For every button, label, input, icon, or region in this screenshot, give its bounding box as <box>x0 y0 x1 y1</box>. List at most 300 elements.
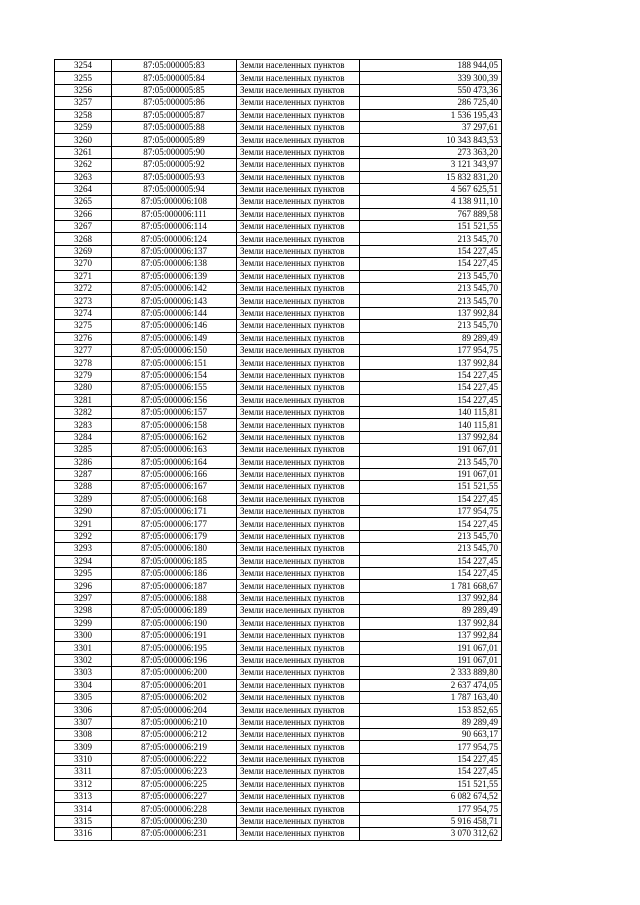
cadastral-number-cell: 87:05:000006:200 <box>112 667 237 679</box>
cadastral-number-cell: 87:05:000006:204 <box>112 704 237 716</box>
cadastral-value-cell: 339 300,39 <box>360 72 502 84</box>
cadastral-value-cell: 2 333 889,80 <box>360 667 502 679</box>
land-category-cell: Земли населенных пунктов <box>237 592 360 604</box>
cadastral-number-cell: 87:05:000006:158 <box>112 419 237 431</box>
cadastral-value-cell: 4 567 625,51 <box>360 183 502 195</box>
table-body <box>55 60 502 841</box>
cadastral-value-cell: 273 363,20 <box>360 146 502 158</box>
cadastral-number-cell: 87:05:000006:179 <box>112 530 237 542</box>
cadastral-value-cell: 140 115,81 <box>360 406 502 418</box>
cadastral-value-cell: 89 289,49 <box>360 332 502 344</box>
land-category-cell: Земли населенных пунктов <box>237 766 360 778</box>
cadastral-value-cell: 154 227,45 <box>360 258 502 270</box>
cadastral-value-cell: 767 889,58 <box>360 208 502 220</box>
land-category-cell: Земли населенных пунктов <box>237 642 360 654</box>
row-number-cell: 3311 <box>55 766 112 778</box>
land-category-cell: Земли населенных пунктов <box>237 815 360 827</box>
cadastral-number-cell: 87:05:000006:190 <box>112 617 237 629</box>
cadastral-number-cell: 87:05:000006:202 <box>112 691 237 703</box>
row-number-cell: 3262 <box>55 159 112 171</box>
table-row <box>55 283 502 295</box>
cadastral-number-cell: 87:05:000006:189 <box>112 605 237 617</box>
table-row <box>55 815 502 827</box>
land-category-cell: Земли населенных пунктов <box>237 679 360 691</box>
land-category-cell: Земли населенных пунктов <box>237 221 360 233</box>
cadastral-number-cell: 87:05:000006:230 <box>112 815 237 827</box>
cadastral-number-cell: 87:05:000005:83 <box>112 60 237 72</box>
row-number-cell: 3306 <box>55 704 112 716</box>
cadastral-value-cell: 154 227,45 <box>360 753 502 765</box>
row-number-cell: 3300 <box>55 629 112 641</box>
cadastral-value-cell: 89 289,49 <box>360 605 502 617</box>
table-row <box>55 109 502 121</box>
row-number-cell: 3284 <box>55 431 112 443</box>
cadastral-value-cell: 2 637 474,05 <box>360 679 502 691</box>
row-number-cell: 3312 <box>55 778 112 790</box>
cadastral-value-cell: 177 954,75 <box>360 803 502 815</box>
row-number-cell: 3287 <box>55 468 112 480</box>
cadastral-number-cell: 87:05:000006:180 <box>112 543 237 555</box>
table-row <box>55 468 502 480</box>
row-number-cell: 3276 <box>55 332 112 344</box>
table-row <box>55 406 502 418</box>
cadastral-value-cell: 177 954,75 <box>360 344 502 356</box>
table-row <box>55 543 502 555</box>
land-category-cell: Земли населенных пунктов <box>237 828 360 840</box>
row-number-cell: 3310 <box>55 753 112 765</box>
cadastral-value-cell: 151 521,55 <box>360 221 502 233</box>
land-category-cell: Земли населенных пунктов <box>237 320 360 332</box>
table-row <box>55 629 502 641</box>
land-category-cell: Земли населенных пунктов <box>237 183 360 195</box>
row-number-cell: 3316 <box>55 828 112 840</box>
cadastral-value-cell: 137 992,84 <box>360 617 502 629</box>
row-number-cell: 3254 <box>55 60 112 72</box>
row-number-cell: 3265 <box>55 196 112 208</box>
cadastral-number-cell: 87:05:000006:108 <box>112 196 237 208</box>
land-category-cell: Земли населенных пунктов <box>237 283 360 295</box>
cadastral-value-cell: 213 545,70 <box>360 320 502 332</box>
cadastral-number-cell: 87:05:000006:201 <box>112 679 237 691</box>
cadastral-number-cell: 87:05:000006:210 <box>112 716 237 728</box>
table-row <box>55 679 502 691</box>
land-category-cell: Земли населенных пунктов <box>237 530 360 542</box>
row-number-cell: 3273 <box>55 295 112 307</box>
row-number-cell: 3313 <box>55 791 112 803</box>
land-category-cell: Земли населенных пунктов <box>237 369 360 381</box>
row-number-cell: 3290 <box>55 506 112 518</box>
row-number-cell: 3258 <box>55 109 112 121</box>
table-row <box>55 506 502 518</box>
table-row <box>55 605 502 617</box>
cadastral-value-cell: 154 227,45 <box>360 568 502 580</box>
cadastral-number-cell: 87:05:000005:87 <box>112 109 237 121</box>
land-category-cell: Земли населенных пунктов <box>237 444 360 456</box>
row-number-cell: 3308 <box>55 729 112 741</box>
cadastral-value-cell: 286 725,40 <box>360 97 502 109</box>
land-category-cell: Земли населенных пунктов <box>237 245 360 257</box>
table-row <box>55 481 502 493</box>
row-number-cell: 3255 <box>55 72 112 84</box>
table-row <box>55 444 502 456</box>
table-row <box>55 134 502 146</box>
cadastral-number-cell: 87:05:000005:93 <box>112 171 237 183</box>
table-row <box>55 208 502 220</box>
cadastral-number-cell: 87:05:000006:164 <box>112 456 237 468</box>
row-number-cell: 3297 <box>55 592 112 604</box>
land-category-cell: Земли населенных пунктов <box>237 121 360 133</box>
row-number-cell: 3307 <box>55 716 112 728</box>
table-row <box>55 183 502 195</box>
row-number-cell: 3298 <box>55 605 112 617</box>
land-category-cell: Земли населенных пунктов <box>237 159 360 171</box>
cadastral-number-cell: 87:05:000006:219 <box>112 741 237 753</box>
row-number-cell: 3259 <box>55 121 112 133</box>
cadastral-value-cell: 154 227,45 <box>360 382 502 394</box>
land-category-cell: Земли населенных пунктов <box>237 406 360 418</box>
cadastral-number-cell: 87:05:000006:138 <box>112 258 237 270</box>
row-number-cell: 3272 <box>55 283 112 295</box>
land-category-cell: Земли населенных пунктов <box>237 654 360 666</box>
cadastral-value-cell: 1 536 195,43 <box>360 109 502 121</box>
land-category-cell: Земли населенных пунктов <box>237 109 360 121</box>
table-row <box>55 530 502 542</box>
land-category-cell: Земли населенных пунктов <box>237 568 360 580</box>
cadastral-value-cell: 213 545,70 <box>360 295 502 307</box>
table-row <box>55 121 502 133</box>
table-row <box>55 568 502 580</box>
cadastral-number-cell: 87:05:000006:212 <box>112 729 237 741</box>
cadastral-value-cell: 213 545,70 <box>360 530 502 542</box>
cadastral-number-cell: 87:05:000006:155 <box>112 382 237 394</box>
land-category-cell: Земли населенных пунктов <box>237 753 360 765</box>
row-number-cell: 3309 <box>55 741 112 753</box>
land-category-cell: Земли населенных пунктов <box>237 208 360 220</box>
row-number-cell: 3267 <box>55 221 112 233</box>
land-category-cell: Земли населенных пунктов <box>237 778 360 790</box>
row-number-cell: 3285 <box>55 444 112 456</box>
row-number-cell: 3295 <box>55 568 112 580</box>
table-row <box>55 196 502 208</box>
land-category-cell: Земли населенных пунктов <box>237 307 360 319</box>
land-category-cell: Земли населенных пунктов <box>237 171 360 183</box>
cadastral-number-cell: 87:05:000006:166 <box>112 468 237 480</box>
land-category-cell: Земли населенных пунктов <box>237 506 360 518</box>
table-row <box>55 716 502 728</box>
cadastral-value-cell: 154 227,45 <box>360 555 502 567</box>
cadastral-value-cell: 137 992,84 <box>360 431 502 443</box>
row-number-cell: 3263 <box>55 171 112 183</box>
row-number-cell: 3256 <box>55 84 112 96</box>
table-row <box>55 159 502 171</box>
cadastral-value-cell: 191 067,01 <box>360 654 502 666</box>
table-row <box>55 431 502 443</box>
cadastral-value-cell: 191 067,01 <box>360 468 502 480</box>
land-category-cell: Земли населенных пунктов <box>237 543 360 555</box>
row-number-cell: 3303 <box>55 667 112 679</box>
land-category-cell: Земли населенных пунктов <box>237 629 360 641</box>
table-row <box>55 617 502 629</box>
row-number-cell: 3301 <box>55 642 112 654</box>
land-category-cell: Земли населенных пунктов <box>237 394 360 406</box>
cadastral-number-cell: 87:05:000006:185 <box>112 555 237 567</box>
cadastral-number-cell: 87:05:000005:86 <box>112 97 237 109</box>
row-number-cell: 3277 <box>55 344 112 356</box>
table-row <box>55 592 502 604</box>
land-category-cell: Земли населенных пунктов <box>237 60 360 72</box>
cadastral-value-cell: 188 944,05 <box>360 60 502 72</box>
cadastral-number-cell: 87:05:000006:225 <box>112 778 237 790</box>
cadastral-value-cell: 213 545,70 <box>360 233 502 245</box>
cadastral-number-cell: 87:05:000006:150 <box>112 344 237 356</box>
land-category-cell: Земли населенных пунктов <box>237 84 360 96</box>
cadastral-value-cell: 151 521,55 <box>360 481 502 493</box>
table-row <box>55 270 502 282</box>
cadastral-number-cell: 87:05:000005:94 <box>112 183 237 195</box>
table-row <box>55 778 502 790</box>
row-number-cell: 3269 <box>55 245 112 257</box>
cadastral-value-cell: 6 082 674,52 <box>360 791 502 803</box>
table-row <box>55 357 502 369</box>
cadastral-value-cell: 37 297,61 <box>360 121 502 133</box>
cadastral-value-cell: 1 787 163,40 <box>360 691 502 703</box>
land-category-cell: Земли населенных пунктов <box>237 468 360 480</box>
cadastral-value-cell: 154 227,45 <box>360 766 502 778</box>
row-number-cell: 3283 <box>55 419 112 431</box>
land-category-cell: Земли населенных пунктов <box>237 716 360 728</box>
cadastral-value-cell: 89 289,49 <box>360 716 502 728</box>
cadastral-number-cell: 87:05:000006:124 <box>112 233 237 245</box>
cadastral-value-cell: 90 663,17 <box>360 729 502 741</box>
table-row <box>55 741 502 753</box>
cadastral-value-cell: 154 227,45 <box>360 245 502 257</box>
table-row <box>55 753 502 765</box>
cadastral-number-cell: 87:05:000006:137 <box>112 245 237 257</box>
table-row <box>55 691 502 703</box>
cadastral-number-cell: 87:05:000005:85 <box>112 84 237 96</box>
cadastral-number-cell: 87:05:000006:195 <box>112 642 237 654</box>
cadastral-value-cell: 213 545,70 <box>360 456 502 468</box>
cadastral-value-cell: 191 067,01 <box>360 444 502 456</box>
row-number-cell: 3261 <box>55 146 112 158</box>
row-number-cell: 3296 <box>55 580 112 592</box>
cadastral-value-cell: 154 227,45 <box>360 493 502 505</box>
table-row <box>55 642 502 654</box>
land-category-cell: Земли населенных пунктов <box>237 691 360 703</box>
row-number-cell: 3281 <box>55 394 112 406</box>
cadastral-number-cell: 87:05:000006:154 <box>112 369 237 381</box>
row-number-cell: 3275 <box>55 320 112 332</box>
cadastral-number-cell: 87:05:000006:143 <box>112 295 237 307</box>
land-category-cell: Земли населенных пунктов <box>237 258 360 270</box>
land-category-cell: Земли населенных пунктов <box>237 729 360 741</box>
land-category-cell: Земли населенных пунктов <box>237 456 360 468</box>
row-number-cell: 3270 <box>55 258 112 270</box>
row-number-cell: 3279 <box>55 369 112 381</box>
table-row <box>55 97 502 109</box>
cadastral-value-cell: 154 227,45 <box>360 394 502 406</box>
cadastral-number-cell: 87:05:000006:139 <box>112 270 237 282</box>
cadastral-number-cell: 87:05:000005:90 <box>112 146 237 158</box>
cadastral-number-cell: 87:05:000005:88 <box>112 121 237 133</box>
cadastral-number-cell: 87:05:000006:167 <box>112 481 237 493</box>
row-number-cell: 3293 <box>55 543 112 555</box>
land-category-cell: Земли населенных пунктов <box>237 134 360 146</box>
row-number-cell: 3257 <box>55 97 112 109</box>
cadastral-number-cell: 87:05:000006:187 <box>112 580 237 592</box>
land-category-cell: Земли населенных пунктов <box>237 196 360 208</box>
table-row <box>55 419 502 431</box>
land-category-cell: Земли населенных пунктов <box>237 518 360 530</box>
cadastral-value-cell: 1 781 668,67 <box>360 580 502 592</box>
cadastral-number-cell: 87:05:000005:84 <box>112 72 237 84</box>
row-number-cell: 3302 <box>55 654 112 666</box>
cadastral-number-cell: 87:05:000006:142 <box>112 283 237 295</box>
cadastral-value-cell: 137 992,84 <box>360 307 502 319</box>
cadastral-value-cell: 137 992,84 <box>360 629 502 641</box>
row-number-cell: 3278 <box>55 357 112 369</box>
cadastral-number-cell: 87:05:000006:149 <box>112 332 237 344</box>
cadastral-number-cell: 87:05:000006:191 <box>112 629 237 641</box>
land-category-cell: Земли населенных пунктов <box>237 233 360 245</box>
land-category-cell: Земли населенных пунктов <box>237 481 360 493</box>
cadastral-value-cell: 154 227,45 <box>360 369 502 381</box>
cadastral-value-cell: 213 545,70 <box>360 283 502 295</box>
cadastral-number-cell: 87:05:000006:157 <box>112 406 237 418</box>
land-category-cell: Земли населенных пунктов <box>237 605 360 617</box>
row-number-cell: 3291 <box>55 518 112 530</box>
land-category-cell: Земли населенных пунктов <box>237 344 360 356</box>
table-row <box>55 258 502 270</box>
cadastral-value-cell: 191 067,01 <box>360 642 502 654</box>
row-number-cell: 3271 <box>55 270 112 282</box>
row-number-cell: 3292 <box>55 530 112 542</box>
land-category-cell: Земли населенных пунктов <box>237 741 360 753</box>
cadastral-value-cell: 151 521,55 <box>360 778 502 790</box>
cadastral-number-cell: 87:05:000006:144 <box>112 307 237 319</box>
table-row <box>55 320 502 332</box>
row-number-cell: 3288 <box>55 481 112 493</box>
table-row <box>55 60 502 72</box>
table-row <box>55 307 502 319</box>
table-row <box>55 580 502 592</box>
table-row <box>55 344 502 356</box>
cadastral-value-cell: 140 115,81 <box>360 419 502 431</box>
cadastral-value-cell: 213 545,70 <box>360 543 502 555</box>
cadastral-number-cell: 87:05:000006:177 <box>112 518 237 530</box>
land-category-cell: Земли населенных пунктов <box>237 332 360 344</box>
row-number-cell: 3314 <box>55 803 112 815</box>
land-category-cell: Земли населенных пунктов <box>237 803 360 815</box>
land-category-cell: Земли населенных пунктов <box>237 419 360 431</box>
cadastral-value-cell: 177 954,75 <box>360 741 502 753</box>
land-category-cell: Земли населенных пунктов <box>237 295 360 307</box>
land-category-cell: Земли населенных пунктов <box>237 146 360 158</box>
cadastral-value-cell: 10 343 843,53 <box>360 134 502 146</box>
land-category-cell: Земли населенных пунктов <box>237 667 360 679</box>
table-row <box>55 555 502 567</box>
cadastral-value-cell: 15 832 831,20 <box>360 171 502 183</box>
cadastral-number-cell: 87:05:000006:151 <box>112 357 237 369</box>
cadastral-number-cell: 87:05:000006:186 <box>112 568 237 580</box>
row-number-cell: 3260 <box>55 134 112 146</box>
cadastral-value-cell: 153 852,65 <box>360 704 502 716</box>
cadastral-number-cell: 87:05:000006:188 <box>112 592 237 604</box>
table-row <box>55 84 502 96</box>
table-row <box>55 704 502 716</box>
cadastral-number-cell: 87:05:000006:227 <box>112 791 237 803</box>
row-number-cell: 3299 <box>55 617 112 629</box>
cadastral-number-cell: 87:05:000006:146 <box>112 320 237 332</box>
land-category-cell: Земли населенных пунктов <box>237 791 360 803</box>
cadastral-number-cell: 87:05:000006:163 <box>112 444 237 456</box>
cadastral-number-cell: 87:05:000006:168 <box>112 493 237 505</box>
table-row <box>55 382 502 394</box>
table-row <box>55 394 502 406</box>
land-category-cell: Земли населенных пунктов <box>237 555 360 567</box>
table-row <box>55 72 502 84</box>
cadastral-number-cell: 87:05:000006:222 <box>112 753 237 765</box>
table-row <box>55 332 502 344</box>
table-row <box>55 245 502 257</box>
table-row <box>55 518 502 530</box>
land-category-cell: Земли населенных пунктов <box>237 493 360 505</box>
cadastral-number-cell: 87:05:000006:196 <box>112 654 237 666</box>
cadastral-value-cell: 3 070 312,62 <box>360 828 502 840</box>
table-row <box>55 729 502 741</box>
land-cadastral-table <box>54 59 502 841</box>
row-number-cell: 3304 <box>55 679 112 691</box>
table-row <box>55 146 502 158</box>
cadastral-value-cell: 550 473,36 <box>360 84 502 96</box>
cadastral-value-cell: 3 121 343,97 <box>360 159 502 171</box>
row-number-cell: 3274 <box>55 307 112 319</box>
table-row <box>55 233 502 245</box>
cadastral-value-cell: 137 992,84 <box>360 592 502 604</box>
cadastral-value-cell: 154 227,45 <box>360 518 502 530</box>
cadastral-number-cell: 87:05:000005:89 <box>112 134 237 146</box>
cadastral-number-cell: 87:05:000006:111 <box>112 208 237 220</box>
land-category-cell: Земли населенных пунктов <box>237 704 360 716</box>
cadastral-value-cell: 4 138 911,10 <box>360 196 502 208</box>
land-category-cell: Земли населенных пунктов <box>237 617 360 629</box>
row-number-cell: 3305 <box>55 691 112 703</box>
table-row <box>55 171 502 183</box>
cadastral-value-cell: 177 954,75 <box>360 506 502 518</box>
table-row <box>55 456 502 468</box>
cadastral-number-cell: 87:05:000006:156 <box>112 394 237 406</box>
land-category-cell: Земли населенных пунктов <box>237 431 360 443</box>
table-row <box>55 791 502 803</box>
land-category-cell: Земли населенных пунктов <box>237 580 360 592</box>
row-number-cell: 3268 <box>55 233 112 245</box>
cadastral-value-cell: 213 545,70 <box>360 270 502 282</box>
table-row <box>55 493 502 505</box>
table-row <box>55 654 502 666</box>
table-row <box>55 828 502 840</box>
cadastral-value-cell: 5 916 458,71 <box>360 815 502 827</box>
row-number-cell: 3282 <box>55 406 112 418</box>
cadastral-number-cell: 87:05:000006:223 <box>112 766 237 778</box>
land-category-cell: Земли населенных пунктов <box>237 357 360 369</box>
table-row <box>55 369 502 381</box>
land-category-cell: Земли населенных пунктов <box>237 97 360 109</box>
cadastral-number-cell: 87:05:000006:114 <box>112 221 237 233</box>
table-row <box>55 766 502 778</box>
table-row <box>55 221 502 233</box>
row-number-cell: 3264 <box>55 183 112 195</box>
table-row <box>55 803 502 815</box>
